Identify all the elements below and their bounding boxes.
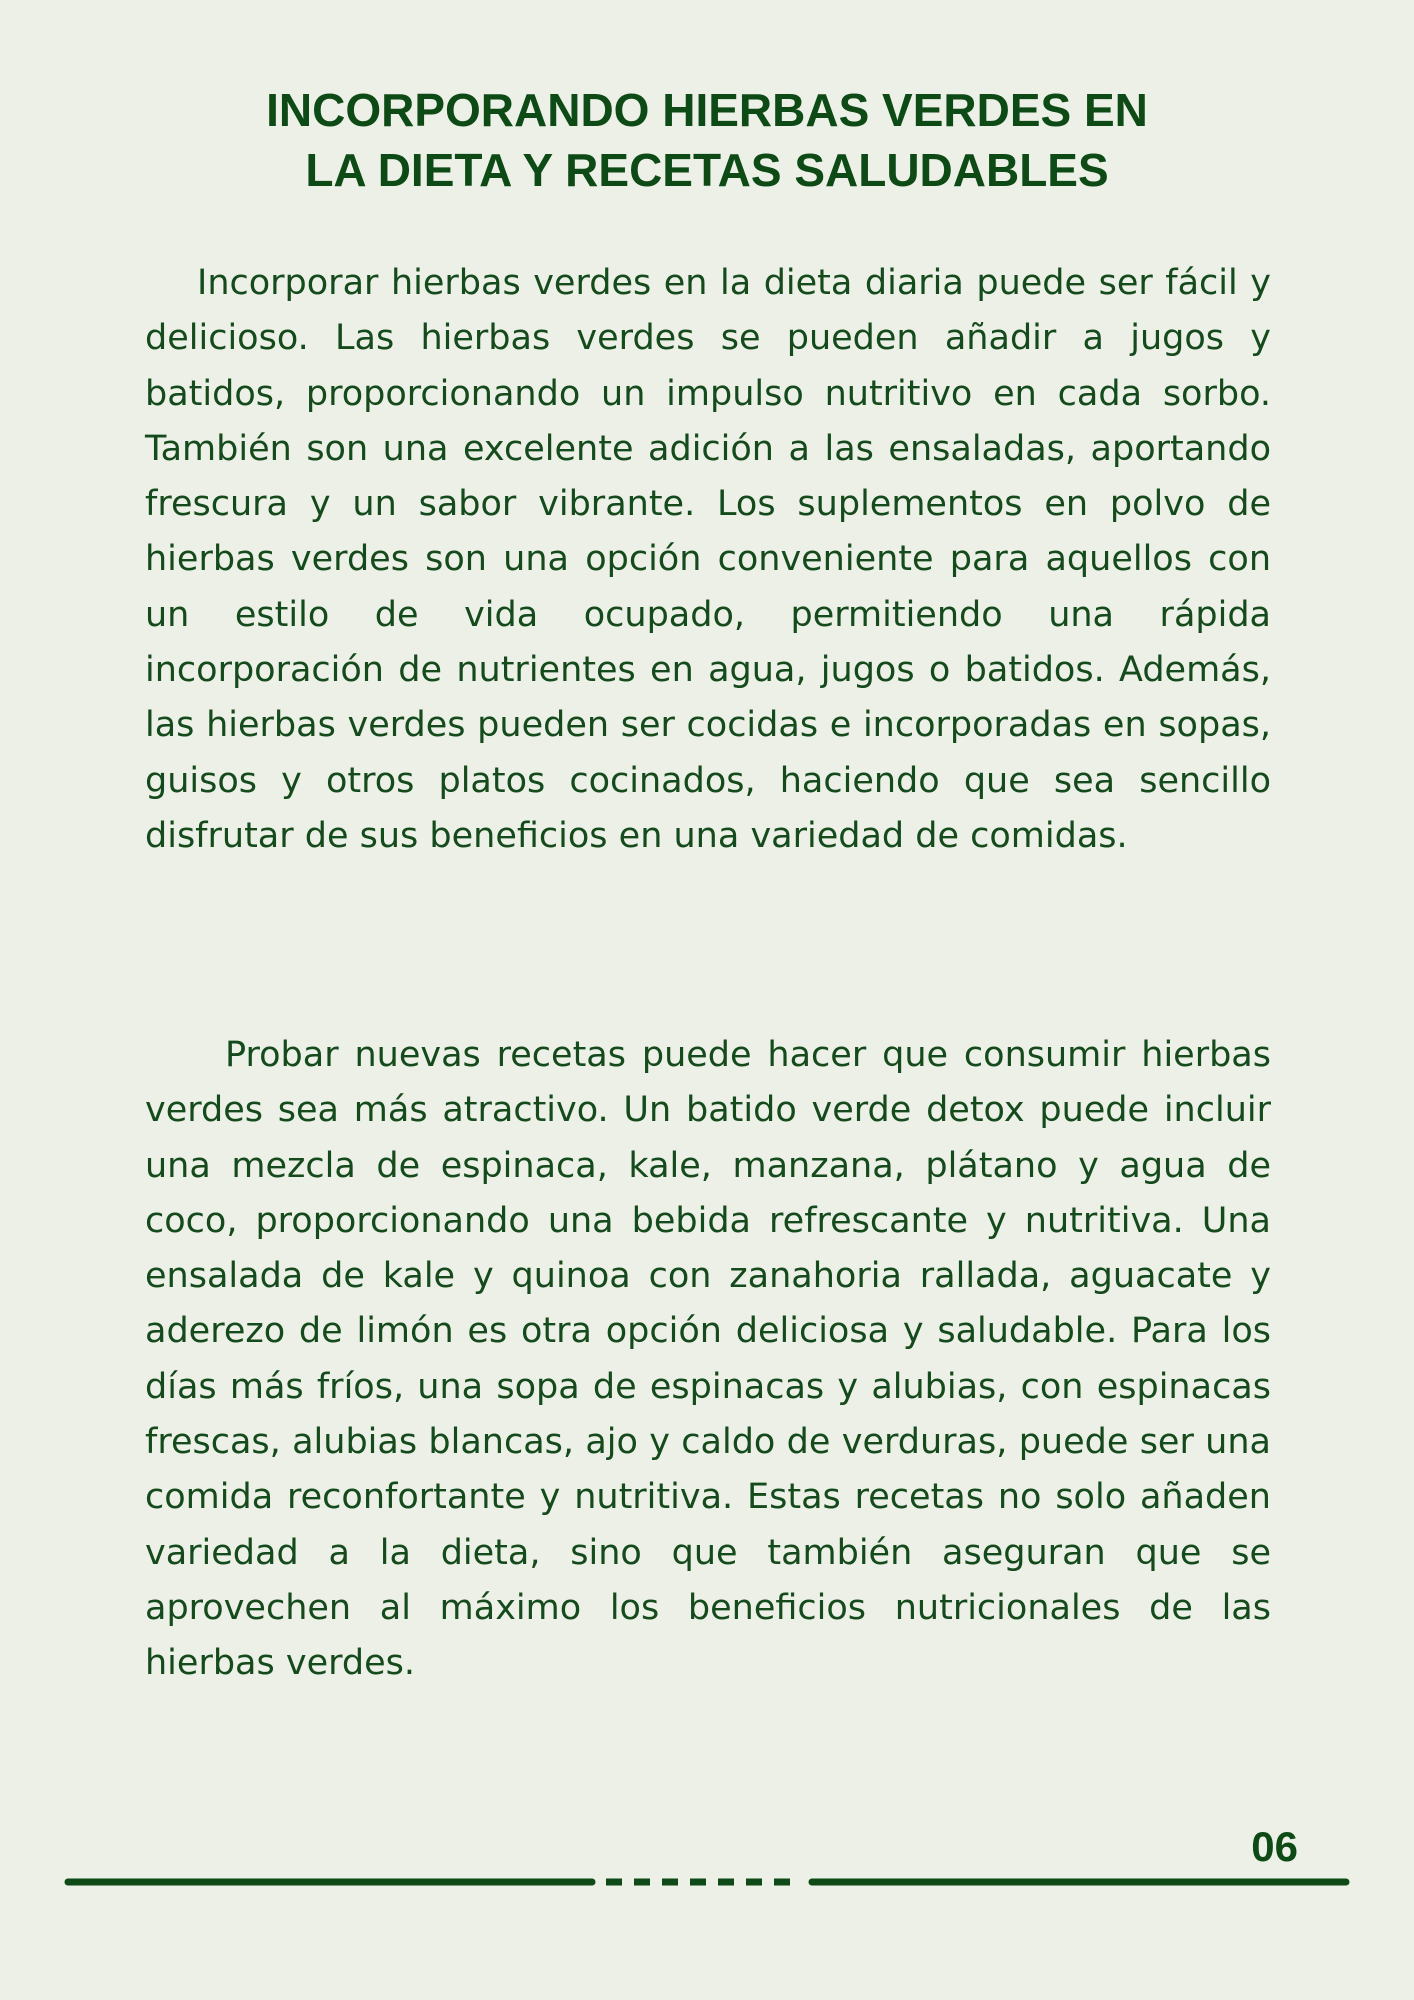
- page-title: [150, 80, 1264, 200]
- paragraph-1: Incorporar hierbas verdes en la dieta diaria puede ser fácil y delicioso. Las hierbas verdes se pueden añadir a jugos y batidos, proporcionando un impulso nutritivo en cada sorbo. También son una excelente adición a las ensaladas, aportando frescura y un sabor vibrante. Los suplementos en polvo de hierbas verdes son una opción conveniente para aquellos con un estilo de vida ocupado, permitiendo una rápida incorporación de nutrientes en agua, jugos o batidos. Además, las hierbas verdes pueden ser cocidas e incorporadas en sopas, guisos y otros platos cocinados, haciendo que sea sencillo disfrutar de sus beneficios en una variedad de comidas.: [145, 263, 1271, 856]
- title-line-2: LA DIETA Y RECETAS SALUDABLES: [305, 144, 1109, 196]
- footer-divider: [0, 1872, 1414, 1892]
- title-line-1: INCORPORANDO HIERBAS VERDES EN: [266, 84, 1148, 136]
- page-number: 06: [1251, 1823, 1298, 1870]
- paragraph-2: Probar nuevas recetas puede hacer que consumir hierbas verdes sea más atractivo. Un batido verde detox puede incluir una mezcla de espinaca, kale, manzana, plátano y agua de coco, proporcionando una bebida refrescante y nutritiva. Una ensalada de kale y quinoa con zanahoria rallada, aguacate y aderezo de limón es otra opción deliciosa y saludable. Para los días más fríos, una sopa de espinacas y alubias, con espinacas frescas, alubias blancas, ajo y caldo de verduras, puede ser una comida reconfortante y nutritiva. Estas recetas no solo añaden variedad a la dieta, sino que también aseguran que se aprovechen al máximo los beneficios nutricionales de las hierbas verdes.: [145, 1035, 1271, 1684]
